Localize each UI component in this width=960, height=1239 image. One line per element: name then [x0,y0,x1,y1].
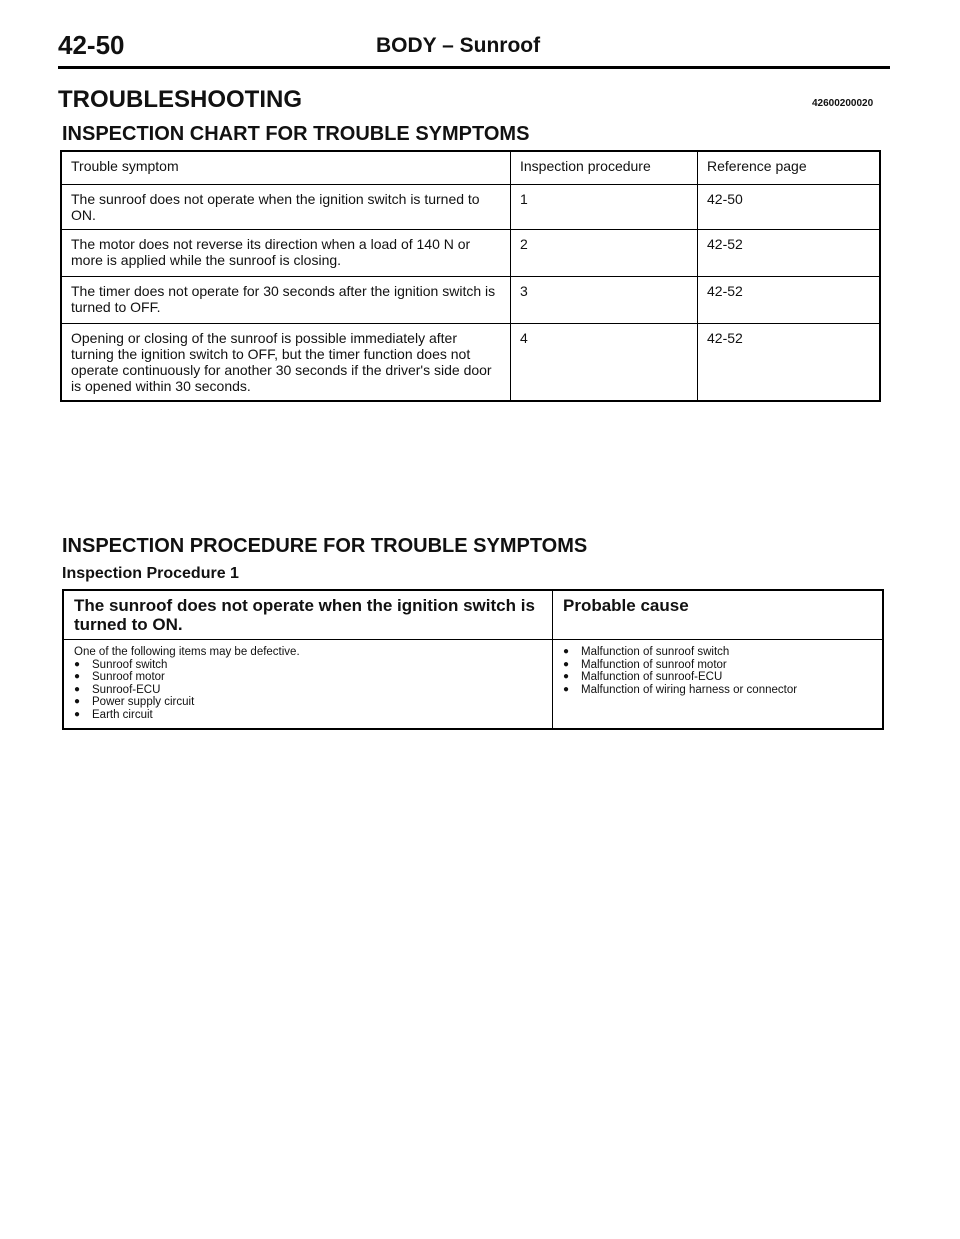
document-code: 42600200020 [812,98,874,109]
procedure-cell: 1 [511,185,698,230]
list-item [74,684,542,697]
defective-items-cell [63,640,553,730]
probable-causes-list [563,646,872,696]
probable-causes-cell [553,640,884,730]
list-item-text: Sunroof motor [92,671,165,683]
table-row [61,324,880,402]
reference-page-cell: 42-50 [698,185,881,230]
table-row [61,185,880,230]
list-item-text: Sunroof-ECU [92,683,161,696]
bullet-icon: ● [563,683,570,695]
bullet-icon: ● [563,671,570,682]
procedure-body-row [63,640,883,730]
page-number: 42-50 [58,30,125,60]
bullet-icon: ● [74,696,81,707]
list-item-text: Power supply circuit [92,696,195,708]
column-header-inspection-procedure: Inspection procedure [511,151,698,185]
reference-page-cell: 42-52 [698,230,881,277]
list-item [74,659,542,672]
symptom-cell: The timer does not operate for 30 seconds after the ignition switch is turned to OFF. [61,277,511,324]
procedure-header-row [63,590,883,640]
inspection-chart-table [60,150,881,402]
list-item [74,671,542,684]
probable-cause-title: Probable cause [553,590,884,640]
list-item [563,671,872,684]
list-item [74,709,542,722]
table-header-row [61,151,880,185]
inspection-procedure-table [62,589,884,730]
list-item [563,646,872,659]
symptom-cell: The sunroof does not operate when the ignition switch is turned to ON. [61,185,511,230]
defective-items-intro: One of the following items may be defective. [74,646,300,658]
section-heading: TROUBLESHOOTING [58,86,302,113]
bullet-icon: ● [74,671,81,682]
procedure-cell: 2 [511,230,698,277]
list-item [74,696,542,709]
procedure-cell: 3 [511,277,698,324]
chart-heading: INSPECTION CHART FOR TROUBLE SYMPTOMS [62,123,530,145]
table-row [61,277,880,324]
column-header-trouble-symptom: Trouble symptom [61,151,511,185]
defective-items-list [74,659,542,722]
list-item-text: Sunroof switch [92,658,168,671]
list-item-text: Malfunction of sunroof-ECU [581,671,723,683]
procedure-symptom-title: The sunroof does not operate when the ignition switch is turned to ON. [63,590,553,640]
bullet-icon: ● [74,683,81,695]
bullet-icon: ● [563,658,570,670]
list-item [563,659,872,672]
symptom-cell: The motor does not reverse its direction when a load of 140 N or more is applied while the sunroof is closing. [61,230,511,277]
list-item-text: Malfunction of sunroof motor [581,658,727,671]
list-item-text: Malfunction of wiring harness or connector [581,683,798,696]
reference-page-cell: 42-52 [698,277,881,324]
page-header-title: BODY – Sunroof [376,34,541,57]
table-row [61,230,880,277]
list-item [563,684,872,697]
list-item-text: Earth circuit [92,708,153,721]
reference-page-cell: 42-52 [698,324,881,402]
bullet-icon: ● [74,708,81,720]
header-rule [58,66,890,69]
column-header-reference-page: Reference page [698,151,881,185]
bullet-icon: ● [74,658,81,670]
bullet-icon: ● [563,646,570,657]
procedure-subheading: Inspection Procedure 1 [62,565,239,582]
procedure-heading: INSPECTION PROCEDURE FOR TROUBLE SYMPTOMS [62,535,588,557]
list-item-text: Malfunction of sunroof switch [581,646,730,658]
procedure-cell: 4 [511,324,698,402]
symptom-cell: Opening or closing of the sunroof is possible immediately after turning the ignition switch to OFF, but the timer function does not operate continuously for another 30 seconds if the driver's side door is opened within 30 seconds. [61,324,511,402]
